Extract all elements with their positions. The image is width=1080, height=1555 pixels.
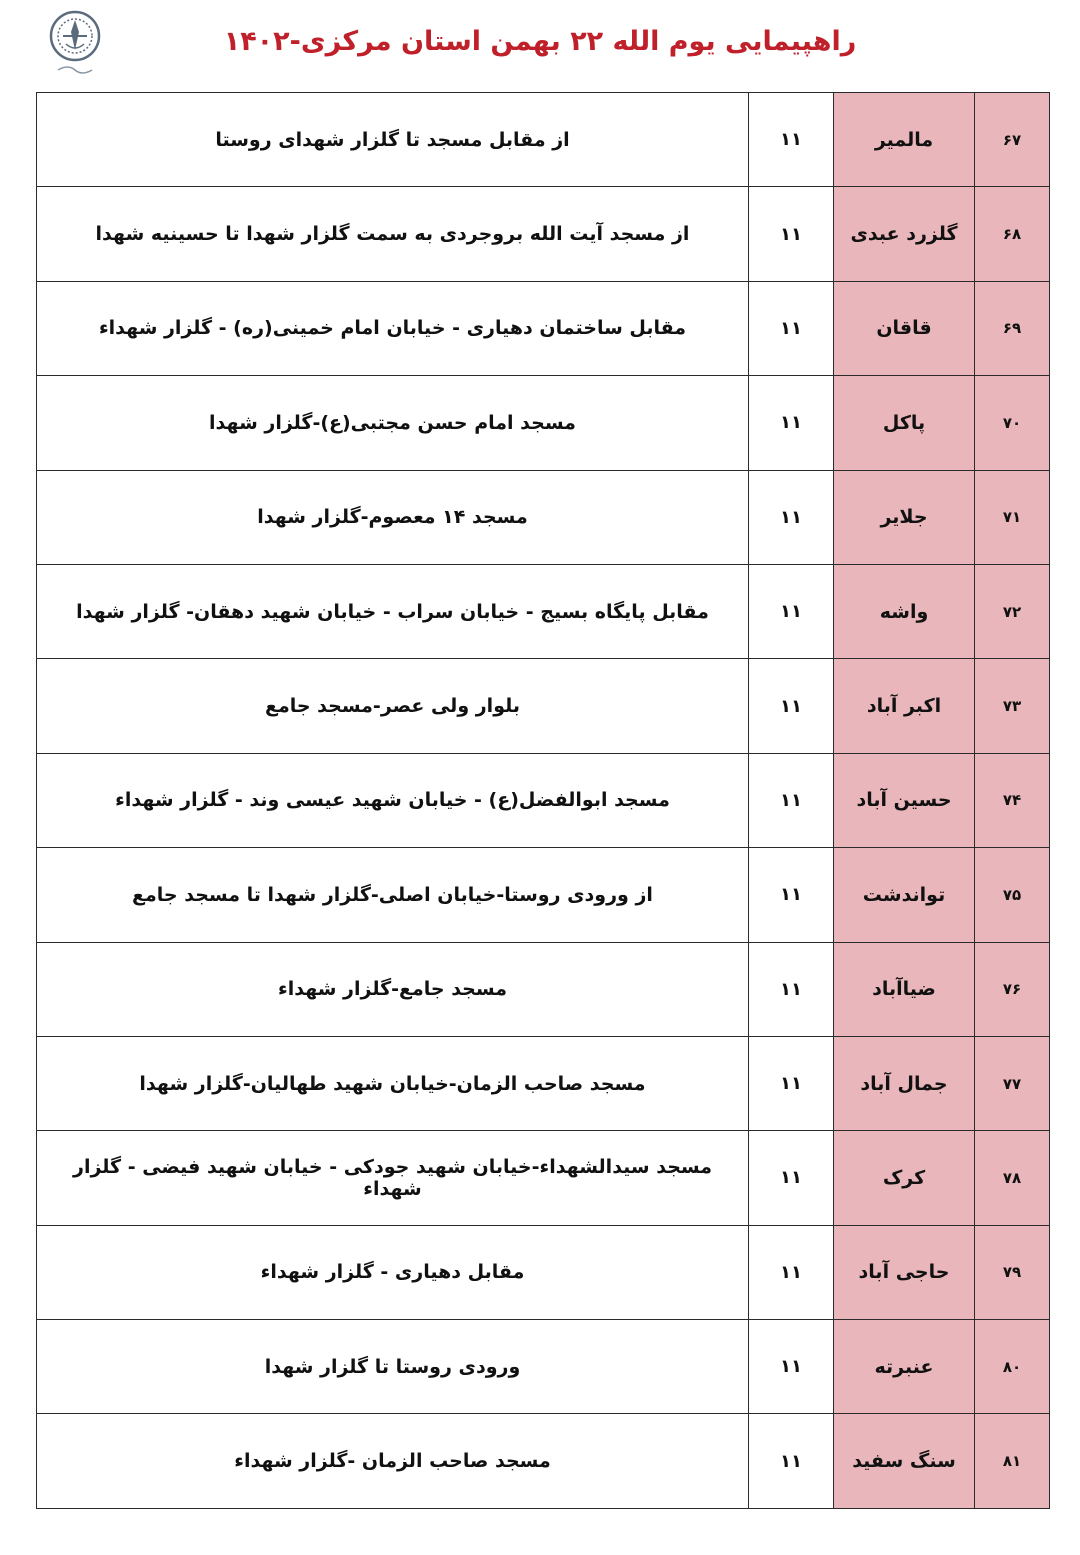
route-description: مسجد امام حسن مجتبی(ع)-گلزار شهدا bbox=[37, 376, 749, 470]
routes-table bbox=[36, 92, 1050, 1509]
route-description: از مقابل مسجد تا گلزار شهدای روستا bbox=[37, 93, 749, 187]
page-title: راهپیمایی یوم الله ۲۲ بهمن استان مرکزی-۱۴۰۲ bbox=[223, 26, 857, 57]
route-description: از ورودی روستا-خیابان اصلی-گلزار شهدا تا مسجد جامع bbox=[37, 848, 749, 942]
row-number: ۷۰ bbox=[975, 376, 1050, 470]
route-description: مقابل ساختمان دهیاری - خیابان امام خمینی(ره) - گلزار شهداء bbox=[37, 281, 749, 375]
table-row bbox=[37, 1320, 1050, 1414]
table-row bbox=[37, 659, 1050, 753]
route-description: ورودی روستا تا گلزار شهدا bbox=[37, 1320, 749, 1414]
start-hour: ۱۱ bbox=[749, 848, 834, 942]
place-name: اکبر آباد bbox=[834, 659, 975, 753]
page-header bbox=[0, 0, 1080, 92]
start-hour: ۱۱ bbox=[749, 1414, 834, 1509]
route-description: مقابل پایگاه بسیج - خیابان سراب - خیابان شهید دهقان- گلزار شهدا bbox=[37, 564, 749, 658]
table-row bbox=[37, 470, 1050, 564]
row-number: ۷۱ bbox=[975, 470, 1050, 564]
start-hour: ۱۱ bbox=[749, 281, 834, 375]
place-name: قاقان bbox=[834, 281, 975, 375]
routes-table-body bbox=[37, 93, 1050, 1509]
start-hour: ۱۱ bbox=[749, 470, 834, 564]
table-row bbox=[37, 187, 1050, 281]
table-row bbox=[37, 1414, 1050, 1509]
start-hour: ۱۱ bbox=[749, 942, 834, 1036]
place-name: سنگ سفید bbox=[834, 1414, 975, 1509]
row-number: ۷۳ bbox=[975, 659, 1050, 753]
place-name: مالمیر bbox=[834, 93, 975, 187]
route-description: مسجد صاحب الزمان-خیابان شهید طهالیان-گلزار شهدا bbox=[37, 1036, 749, 1130]
table-row bbox=[37, 848, 1050, 942]
row-number: ۸۰ bbox=[975, 1320, 1050, 1414]
row-number: ۶۸ bbox=[975, 187, 1050, 281]
place-name: پاکل bbox=[834, 376, 975, 470]
place-name: حسین آباد bbox=[834, 753, 975, 847]
table-row bbox=[37, 1131, 1050, 1225]
table-row bbox=[37, 93, 1050, 187]
start-hour: ۱۱ bbox=[749, 1320, 834, 1414]
place-name: حاجی آباد bbox=[834, 1225, 975, 1319]
place-name: جلایر bbox=[834, 470, 975, 564]
table-row bbox=[37, 1225, 1050, 1319]
place-name: عنبرته bbox=[834, 1320, 975, 1414]
start-hour: ۱۱ bbox=[749, 376, 834, 470]
row-number: ۶۷ bbox=[975, 93, 1050, 187]
start-hour: ۱۱ bbox=[749, 1131, 834, 1225]
row-number: ۷۵ bbox=[975, 848, 1050, 942]
row-number: ۷۲ bbox=[975, 564, 1050, 658]
row-number: ۸۱ bbox=[975, 1414, 1050, 1509]
route-description: مسجد ابوالفضل(ع) - خیابان شهید عیسی وند - گلزار شهداء bbox=[37, 753, 749, 847]
place-name: گلزرد عبدی bbox=[834, 187, 975, 281]
start-hour: ۱۱ bbox=[749, 659, 834, 753]
place-name: جمال آباد bbox=[834, 1036, 975, 1130]
table-row bbox=[37, 1036, 1050, 1130]
place-name: تواندشت bbox=[834, 848, 975, 942]
start-hour: ۱۱ bbox=[749, 187, 834, 281]
table-row bbox=[37, 564, 1050, 658]
table-row bbox=[37, 942, 1050, 1036]
route-description: مسجد سیدالشهداء-خیابان شهید جودکی - خیابان شهید فیضی - گلزار شهداء bbox=[37, 1131, 749, 1225]
start-hour: ۱۱ bbox=[749, 753, 834, 847]
route-description: مسجد صاحب الزمان -گلزار شهداء bbox=[37, 1414, 749, 1509]
row-number: ۷۷ bbox=[975, 1036, 1050, 1130]
start-hour: ۱۱ bbox=[749, 564, 834, 658]
route-description: مسجد ۱۴ معصوم-گلزار شهدا bbox=[37, 470, 749, 564]
route-description: مقابل دهیاری - گلزار شهداء bbox=[37, 1225, 749, 1319]
place-name: کرک bbox=[834, 1131, 975, 1225]
route-description: از مسجد آیت الله بروجردی به سمت گلزار شهدا تا حسینیه شهدا bbox=[37, 187, 749, 281]
row-number: ۶۹ bbox=[975, 281, 1050, 375]
table-row bbox=[37, 376, 1050, 470]
place-name: ضیاآباد bbox=[834, 942, 975, 1036]
route-description: بلوار ولی عصر-مسجد جامع bbox=[37, 659, 749, 753]
row-number: ۷۸ bbox=[975, 1131, 1050, 1225]
place-name: واشه bbox=[834, 564, 975, 658]
start-hour: ۱۱ bbox=[749, 1036, 834, 1130]
start-hour: ۱۱ bbox=[749, 93, 834, 187]
start-hour: ۱۱ bbox=[749, 1225, 834, 1319]
row-number: ۷۹ bbox=[975, 1225, 1050, 1319]
table-row bbox=[37, 753, 1050, 847]
table-row bbox=[37, 281, 1050, 375]
row-number: ۷۶ bbox=[975, 942, 1050, 1036]
route-description: مسجد جامع-گلزار شهداء bbox=[37, 942, 749, 1036]
row-number: ۷۴ bbox=[975, 753, 1050, 847]
